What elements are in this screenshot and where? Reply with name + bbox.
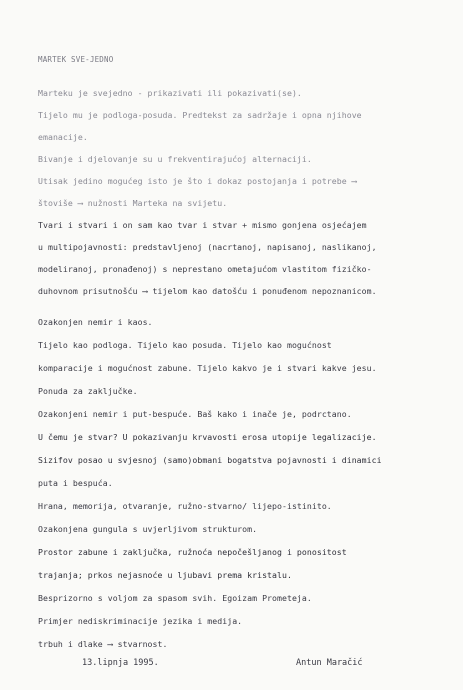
document-author: Antun Maračić bbox=[296, 658, 363, 668]
text-line: Tijelo mu je podloga-posuda. Predtekst za sadržaje i opna njihove bbox=[38, 110, 362, 120]
document-date: 13.lipnja 1995. bbox=[82, 658, 159, 668]
text-line: Utisak jedino mogućeg isto je što i dokaz postojanja i potrebe ⟶ bbox=[38, 176, 357, 186]
text-line: Marteku je svejedno - prikazivati ili pokazivati(se). bbox=[38, 88, 302, 98]
text-line: komparacije i mogućnost zabune. Tijelo kakvo je i stvari kakve jesu. bbox=[38, 363, 377, 373]
text-line: Prostor zabune i zaključka, ružnoća nepočešljanog i ponositost bbox=[38, 547, 347, 557]
text-line: Tijelo kao podloga. Tijelo kao posuda. Tijelo kao mogućnost bbox=[38, 340, 332, 350]
text-line: Sizifov posao u svjesnoj (samo)obmani bogatstva pojavnosti i dinamici bbox=[38, 455, 382, 465]
text-line: Hrana, memorija, otvaranje, ružno-stvarno/ lijepo-istinito. bbox=[38, 501, 332, 511]
text-line: Besprizorno s voljom za spasom svih. Egoizam Prometeja. bbox=[38, 593, 312, 603]
text-line: puta i bespuća. bbox=[38, 478, 113, 488]
text-line: trbuh i dlake ⟶ stvarnost. bbox=[38, 639, 168, 649]
text-line: Ponuda za zaključke. bbox=[38, 386, 138, 396]
text-line: Ozakonjena gungula s uvjerljivom strukturom. bbox=[38, 524, 258, 534]
text-line: Tvari i stvari i on sam kao tvar i stvar + mismo gonjena osjećajem bbox=[38, 220, 367, 230]
text-line: Ozakonjen nemir i kaos. bbox=[38, 317, 153, 327]
text-line: u multipojavnosti: predstavljenoj (nacrtanoj, napisanoj, naslikanoj, bbox=[38, 242, 377, 252]
text-line: duhovnom prisutnošću ⟶ tijelom kao datošću i ponuđenom nepoznanicom. bbox=[38, 286, 377, 296]
text-line: Ozakonjeni nemir i put-bespuće. Baš kako i inače je, podrctano. bbox=[38, 409, 352, 419]
text-line: emanacije. bbox=[38, 132, 88, 142]
text-line: štoviše ⟶ nužnosti Marteka na svijetu. bbox=[38, 198, 228, 208]
text-line: trajanja; prkos nejasnoće u ljubavi prema kristalu. bbox=[38, 570, 292, 580]
text-line: U čemu je stvar? U pokazivanju krvavosti erosa utopije legalizacije. bbox=[38, 432, 377, 442]
text-line: Primjer nediskriminacije jezika i medija. bbox=[38, 616, 243, 626]
document-title: MARTEK SVE-JEDNO bbox=[38, 55, 114, 64]
text-line: modeliranoj, pronađenoj) s neprestano ometajućom vlastitom fizičko- bbox=[38, 264, 372, 274]
text-line: Bivanje i djelovanje su u frekventirajućoj alternaciji. bbox=[38, 154, 312, 164]
